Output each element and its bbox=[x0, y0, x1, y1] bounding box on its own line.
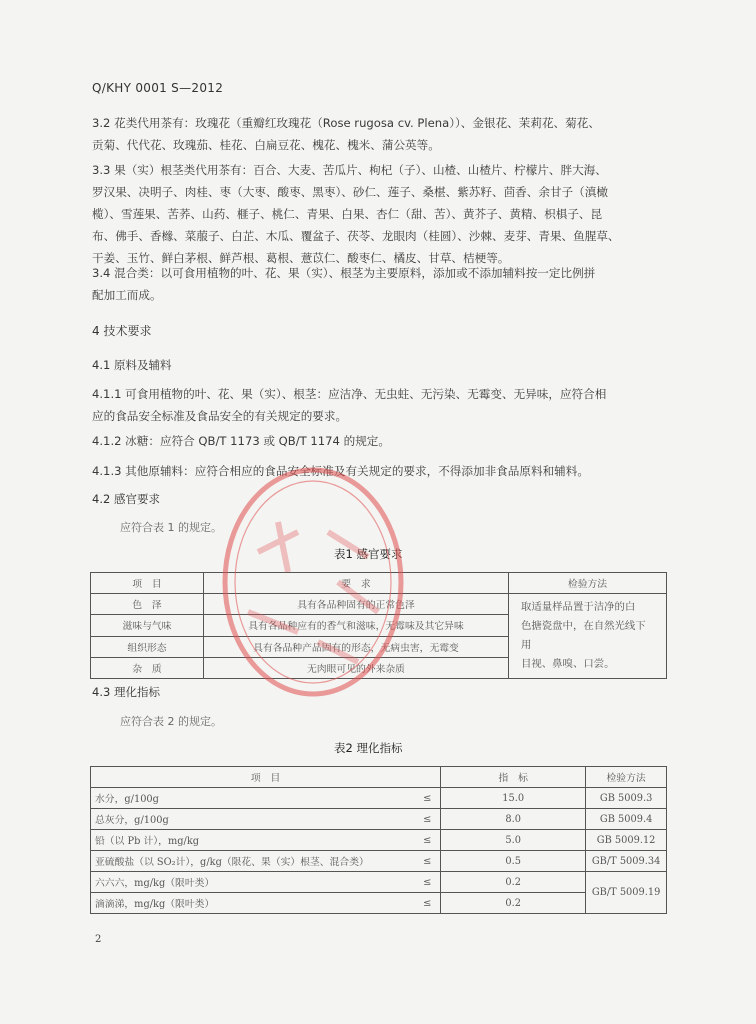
text-line: 罗汉果、决明子、肉桂、枣（大枣、酸枣、黑枣）、砂仁、莲子、桑椹、紫苏籽、茴香、余甘子（滇橄 bbox=[92, 185, 608, 199]
physicochemical-table bbox=[90, 766, 667, 914]
section-heading-4-1: 4.1 原料及辅料 bbox=[92, 358, 172, 372]
table-row bbox=[91, 809, 667, 830]
table1-caption: 表1 感官要求 bbox=[334, 547, 403, 561]
table1-reference: 应符合表 1 的规定。 bbox=[120, 521, 222, 534]
table-cell: 0.2 bbox=[441, 872, 586, 893]
column-header: 检验方法 bbox=[586, 767, 667, 788]
table-row bbox=[91, 594, 667, 615]
table-cell: 8.0 bbox=[441, 809, 586, 830]
table-cell: 15.0 bbox=[441, 788, 586, 809]
table-row bbox=[91, 851, 667, 872]
column-header: 要 求 bbox=[204, 573, 509, 594]
table-cell: 具有各品种固有的正常色泽 bbox=[204, 594, 509, 615]
table-cell: 无肉眼可见的外来杂质 bbox=[204, 657, 509, 678]
text-line: 3.2 花类代用茶有：玫瑰花（重瓣红玫瑰花（Rose rugosa cv. Plena））、金银花、茉莉花、菊花、 bbox=[92, 116, 600, 130]
table-cell: GB 5009.4 bbox=[586, 809, 667, 830]
table-row bbox=[91, 893, 667, 914]
text-line: 干姜、玉竹、鲜白茅根、鲜芦根、葛根、薏苡仁、酸枣仁、橘皮、甘草、桔梗等。 bbox=[92, 251, 510, 265]
table-cell: 滋味与气味 bbox=[91, 615, 204, 636]
section-heading-4-3: 4.3 理化指标 bbox=[92, 685, 160, 699]
section-heading-4: 4 技术要求 bbox=[92, 324, 152, 338]
table-header-row bbox=[91, 573, 667, 594]
table-cell: 铅（以 Pb 计），mg/kg bbox=[91, 830, 415, 851]
table-cell: GB 5009.3 bbox=[586, 788, 667, 809]
table-cell: 组织形态 bbox=[91, 636, 204, 657]
clause-3-2 bbox=[92, 112, 676, 156]
text-line: 4.1.2 冰糖：应符合 QB/T 1173 或 QB/T 1174 的规定。 bbox=[92, 434, 390, 448]
text-line: 色搪瓷盘中，在自然光线下用 bbox=[521, 620, 646, 651]
table2-caption: 表2 理化指标 bbox=[334, 741, 403, 755]
table-cell: 水分，g/100g bbox=[91, 788, 415, 809]
table-cell: 滴滴涕，mg/kg（限叶类） bbox=[91, 893, 415, 914]
text-line: 3.3 果（实）根茎类代用茶有：百合、大麦、苦瓜片、枸杞（子）、山楂、山楂片、柠檬片、胖大海、 bbox=[92, 163, 607, 177]
table-row bbox=[91, 872, 667, 893]
table-cell: GB 5009.12 bbox=[586, 830, 667, 851]
clause-4-1-3 bbox=[92, 460, 676, 482]
table-cell: ≤ bbox=[414, 788, 441, 809]
table-cell: 0.5 bbox=[441, 851, 586, 872]
column-header: 项 目 bbox=[91, 767, 441, 788]
column-header: 检验方法 bbox=[509, 573, 667, 594]
column-header: 指 标 bbox=[441, 767, 586, 788]
clause-4-1-2 bbox=[92, 430, 676, 452]
table-cell: GB/T 5009.34 bbox=[586, 851, 667, 872]
page-number: 2 bbox=[95, 934, 102, 945]
text-line: 4.1.1 可食用植物的叶、花、果（实）、根茎：应洁净、无虫蛀、无污染、无霉变、无异味，应符合相 bbox=[92, 387, 607, 401]
clause-4-1-1 bbox=[92, 383, 676, 427]
table-cell: 总灰分，g/100g bbox=[91, 809, 415, 830]
inspection-method-cell bbox=[509, 594, 667, 679]
text-line: 贡菊、代代花、玫瑰茄、桂花、白扁豆花、槐花、槐米、蒲公英等。 bbox=[92, 138, 440, 152]
table-cell: GB/T 5009.19 bbox=[586, 872, 667, 914]
text-line: 布、佛手、香橼、菜菔子、白芷、木瓜、覆盆子、茯苓、龙眼肉（桂圆）、沙棘、麦芽、青果、鱼腥草、 bbox=[92, 229, 620, 243]
table-cell: ≤ bbox=[414, 830, 441, 851]
table-cell: 具有各品种产品固有的形态，无病虫害，无霉变 bbox=[204, 636, 509, 657]
column-header: 项 目 bbox=[91, 573, 204, 594]
text-line: 目视、鼻嗅、口尝。 bbox=[521, 658, 615, 670]
table-cell: 0.2 bbox=[441, 893, 586, 914]
table-cell: 杂 质 bbox=[91, 657, 204, 678]
standard-header: Q/KHY 0001 S—2012 bbox=[92, 81, 224, 95]
table-header-row bbox=[91, 767, 667, 788]
table-cell: 亚硫酸盐（以 SO₂计），g/kg（限花、果（实）根茎、混合类） bbox=[91, 851, 415, 872]
section-heading-4-2: 4.2 感官要求 bbox=[92, 492, 160, 506]
text-line: 应的食品安全标准及食品安全的有关规定的要求。 bbox=[92, 409, 348, 423]
text-line: 3.4 混合类：以可食用植物的叶、花、果（实）、根茎为主要原料，添加或不添加辅料按一定比例拼 bbox=[92, 266, 596, 280]
clause-3-4 bbox=[92, 262, 676, 306]
sensory-requirements-table bbox=[90, 572, 667, 679]
table-cell: 5.0 bbox=[441, 830, 586, 851]
table2-reference: 应符合表 2 的规定。 bbox=[120, 715, 222, 728]
table-cell: 色 泽 bbox=[91, 594, 204, 615]
table-row bbox=[91, 788, 667, 809]
table-row bbox=[91, 830, 667, 851]
text-line: 取适量样品置于洁净的白 bbox=[521, 601, 636, 613]
clause-3-3 bbox=[92, 159, 676, 269]
table-cell: 具有各品种应有的香气和滋味，无霉味及其它异味 bbox=[204, 615, 509, 636]
table-cell: 六六六，mg/kg（限叶类） bbox=[91, 872, 415, 893]
text-line: 榄）、雪莲果、苦荞、山药、榧子、桃仁、青果、白果、杏仁（甜、苦）、黄芥子、黄精、枳椇子、昆 bbox=[92, 207, 603, 221]
table-cell: ≤ bbox=[414, 893, 441, 914]
text-line: 4.1.3 其他原辅料：应符合相应的食品安全标准及有关规定的要求，不得添加非食品原料和辅料。 bbox=[92, 464, 589, 478]
table-cell: ≤ bbox=[414, 872, 441, 893]
table-cell: ≤ bbox=[414, 851, 441, 872]
table-cell: ≤ bbox=[414, 809, 441, 830]
text-line: 配加工而成。 bbox=[92, 288, 162, 302]
